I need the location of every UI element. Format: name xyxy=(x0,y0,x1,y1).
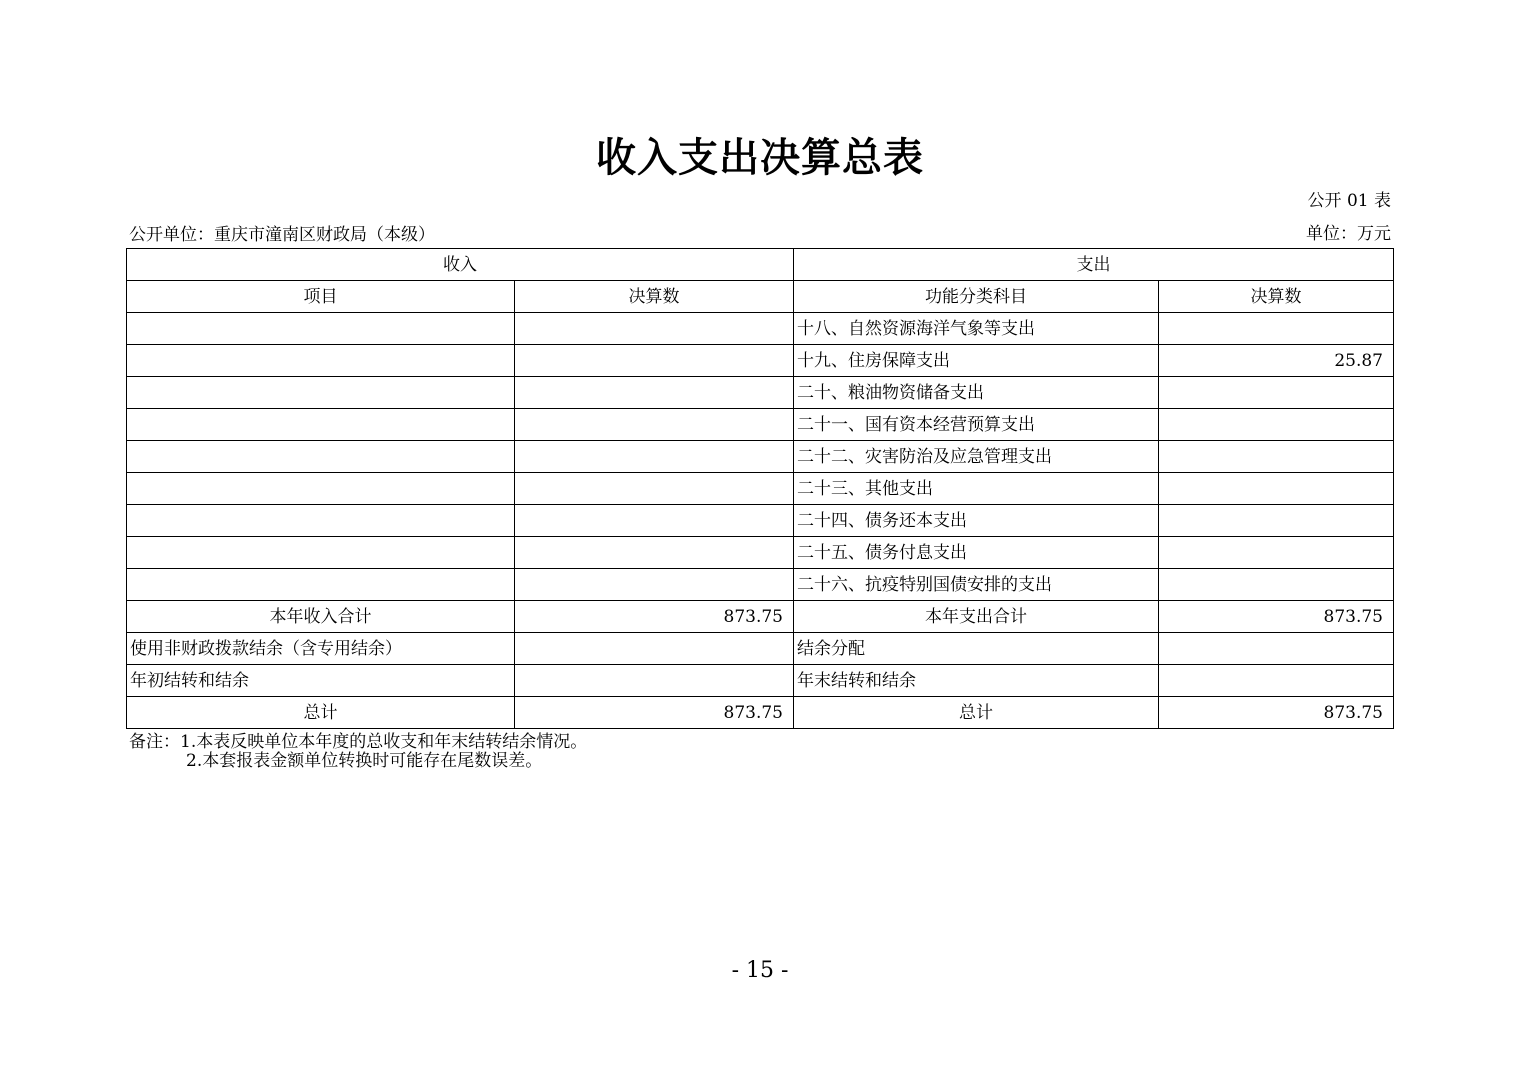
col-header-expense-amount: 决算数 xyxy=(1159,281,1394,313)
expense-category-cell: 十八、自然资源海洋气象等支出 xyxy=(794,313,1159,345)
expense-category-cell: 二十二、灾害防治及应急管理支出 xyxy=(794,441,1159,473)
table-row xyxy=(127,409,1394,441)
nonfiscal-balance-amount xyxy=(515,633,794,665)
income-item-cell xyxy=(127,377,515,409)
table-row xyxy=(127,377,1394,409)
form-code: 公开 01 表 xyxy=(1307,191,1391,211)
table-row xyxy=(127,537,1394,569)
table-row xyxy=(127,345,1394,377)
income-amount-cell xyxy=(515,569,794,601)
expense-amount-cell xyxy=(1159,505,1394,537)
income-grand-total-amount: 873.75 xyxy=(515,697,794,729)
footnote-1: 备注：1.本表反映单位本年度的总收支和年末结转结余情况。 xyxy=(129,732,588,752)
income-amount-cell xyxy=(515,409,794,441)
expense-group-header: 支出 xyxy=(794,249,1394,281)
expense-amount-cell xyxy=(1159,569,1394,601)
footnote-2: 2.本套报表金额单位转换时可能存在尾数误差。 xyxy=(186,751,543,771)
income-item-cell xyxy=(127,441,515,473)
expense-amount-cell xyxy=(1159,441,1394,473)
income-item-cell xyxy=(127,313,515,345)
balance-distribution-label: 结余分配 xyxy=(794,633,1159,665)
expense-amount-cell xyxy=(1159,409,1394,441)
expense-amount-cell xyxy=(1159,377,1394,409)
income-item-cell xyxy=(127,569,515,601)
income-group-header: 收入 xyxy=(127,249,794,281)
page-number: - 15 - xyxy=(731,958,789,983)
income-amount-cell xyxy=(515,441,794,473)
income-amount-cell xyxy=(515,345,794,377)
income-item-cell xyxy=(127,537,515,569)
budget-summary-table xyxy=(126,248,1394,729)
year-total-row xyxy=(127,601,1394,633)
table-row xyxy=(127,505,1394,537)
expense-grand-total-amount: 873.75 xyxy=(1159,697,1394,729)
year-income-total-label: 本年收入合计 xyxy=(127,601,515,633)
year-expense-total-label: 本年支出合计 xyxy=(794,601,1159,633)
expense-amount-cell xyxy=(1159,537,1394,569)
col-header-item: 项目 xyxy=(127,281,515,313)
grand-total-row xyxy=(127,697,1394,729)
income-amount-cell xyxy=(515,377,794,409)
expense-category-cell: 二十五、债务付息支出 xyxy=(794,537,1159,569)
year-income-total-amount: 873.75 xyxy=(515,601,794,633)
income-amount-cell xyxy=(515,473,794,505)
closing-carryover-label: 年末结转和结余 xyxy=(794,665,1159,697)
col-header-income-amount: 决算数 xyxy=(515,281,794,313)
footnotes xyxy=(129,733,587,771)
table-row xyxy=(127,569,1394,601)
expense-category-cell: 二十、粮油物资储备支出 xyxy=(794,377,1159,409)
expense-category-cell: 二十四、债务还本支出 xyxy=(794,505,1159,537)
currency-unit: 单位：万元 xyxy=(1306,224,1391,244)
expense-category-cell: 二十一、国有资本经营预算支出 xyxy=(794,409,1159,441)
opening-carryover-label: 年初结转和结余 xyxy=(127,665,515,697)
closing-carryover-amount xyxy=(1159,665,1394,697)
expense-grand-total-label: 总计 xyxy=(794,697,1159,729)
nonfiscal-balance-label: 使用非财政拨款结余（含专用结余） xyxy=(127,633,515,665)
income-amount-cell xyxy=(515,537,794,569)
income-item-cell xyxy=(127,345,515,377)
opening-carryover-amount xyxy=(515,665,794,697)
year-expense-total-amount: 873.75 xyxy=(1159,601,1394,633)
carryover-row xyxy=(127,665,1394,697)
income-item-cell xyxy=(127,409,515,441)
expense-category-cell: 二十六、抗疫特别国债安排的支出 xyxy=(794,569,1159,601)
expense-category-cell: 十九、住房保障支出 xyxy=(794,345,1159,377)
column-header-row xyxy=(127,281,1394,313)
expense-amount-cell xyxy=(1159,313,1394,345)
expense-category-cell: 二十三、其他支出 xyxy=(794,473,1159,505)
page-title: 收入支出决算总表 xyxy=(596,134,924,181)
col-header-category: 功能分类科目 xyxy=(794,281,1159,313)
expense-amount-cell: 25.87 xyxy=(1159,345,1394,377)
balance-distribution-amount xyxy=(1159,633,1394,665)
group-header-row xyxy=(127,249,1394,281)
table-row xyxy=(127,313,1394,345)
income-amount-cell xyxy=(515,505,794,537)
income-grand-total-label: 总计 xyxy=(127,697,515,729)
expense-amount-cell xyxy=(1159,473,1394,505)
income-item-cell xyxy=(127,473,515,505)
reporting-unit: 公开单位：重庆市潼南区财政局（本级） xyxy=(129,225,435,245)
nonfiscal-balance-row xyxy=(127,633,1394,665)
income-amount-cell xyxy=(515,313,794,345)
table-row xyxy=(127,473,1394,505)
table-row xyxy=(127,441,1394,473)
income-item-cell xyxy=(127,505,515,537)
